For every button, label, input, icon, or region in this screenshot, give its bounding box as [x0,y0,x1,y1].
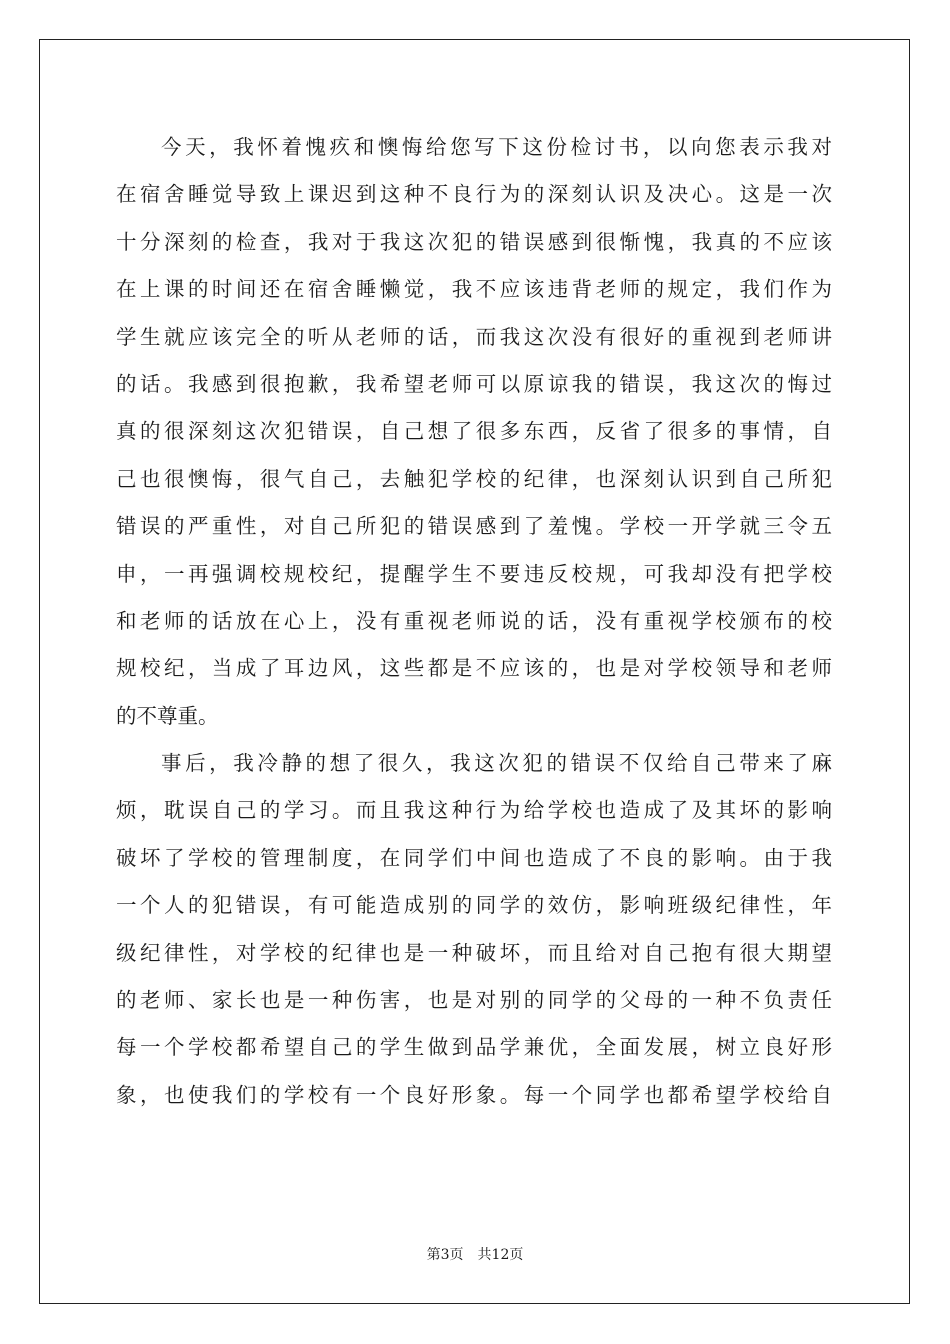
text-line: 的话。我感到很抱歉，我希望老师可以原谅我的错误，我这次的悔过 [116,371,832,396]
text-line: 和老师的话放在心上，没有重视老师说的话，没有重视学校颁布的校 [116,608,832,633]
paragraph-2 [116,740,832,1119]
text-line: 申，一再强调校规校纪，提醒学生不要违反校规，可我却没有把学校 [116,561,832,586]
text-line: 事后，我冷静的想了很久，我这次犯的错误不仅给自己带来了麻 [161,751,832,776]
text-line: 今天，我怀着愧疚和懊悔给您写下这份检讨书，以向您表示我对 [161,135,832,159]
text-line: 每一个学校都希望自己的学生做到品学兼优，全面发展，树立良好形 [116,1035,832,1060]
paragraph-1 [116,124,832,740]
text-line: 的不尊重。 [116,703,219,728]
text-line: 真的很深刻这次犯错误，自己想了很多东西，反省了很多的事情，自 [116,419,832,444]
text-line: 十分深刻的检查，我对于我这次犯的错误感到很惭愧，我真的不应该 [116,229,832,254]
text-line: 象，也使我们的学校有一个良好形象。每一个同学也都希望学校给自 [116,1082,832,1107]
page-total: 共12页 [477,1247,524,1263]
text-line: 规校纪，当成了耳边风，这些都是不应该的，也是对学校领导和老师 [116,656,832,681]
text-line: 级纪律性，对学校的纪律也是一种破坏，而且给对自己抱有很大期望 [116,940,832,965]
document-body [116,124,832,1119]
text-line: 在宿舍睡觉导致上课迟到这种不良行为的深刻认识及决心。这是一次 [116,182,832,207]
page-number: 第3页 [426,1247,464,1263]
text-line: 烦，耽误自己的学习。而且我这种行为给学校也造成了及其坏的影响 [116,798,832,823]
text-line: 错误的严重性，对自己所犯的错误感到了羞愧。学校一开学就三令五 [116,514,832,539]
text-line: 己也很懊悔，很气自己，去触犯学校的纪律，也深刻认识到自己所犯 [116,466,832,491]
page-footer [0,1244,950,1264]
text-line: 在上课的时间还在宿舍睡懒觉，我不应该违背老师的规定，我们作为 [116,277,832,302]
text-line: 一个人的犯错误，有可能造成别的同学的效仿，影响班级纪律性，年 [116,893,832,918]
text-line: 学生就应该完全的听从老师的话，而我这次没有很好的重视到老师讲 [116,324,832,349]
text-line: 破坏了学校的管理制度，在同学们中间也造成了不良的影响。由于我 [116,845,832,870]
text-line: 的老师、家长也是一种伤害，也是对别的同学的父母的一种不负责任 [116,988,832,1013]
